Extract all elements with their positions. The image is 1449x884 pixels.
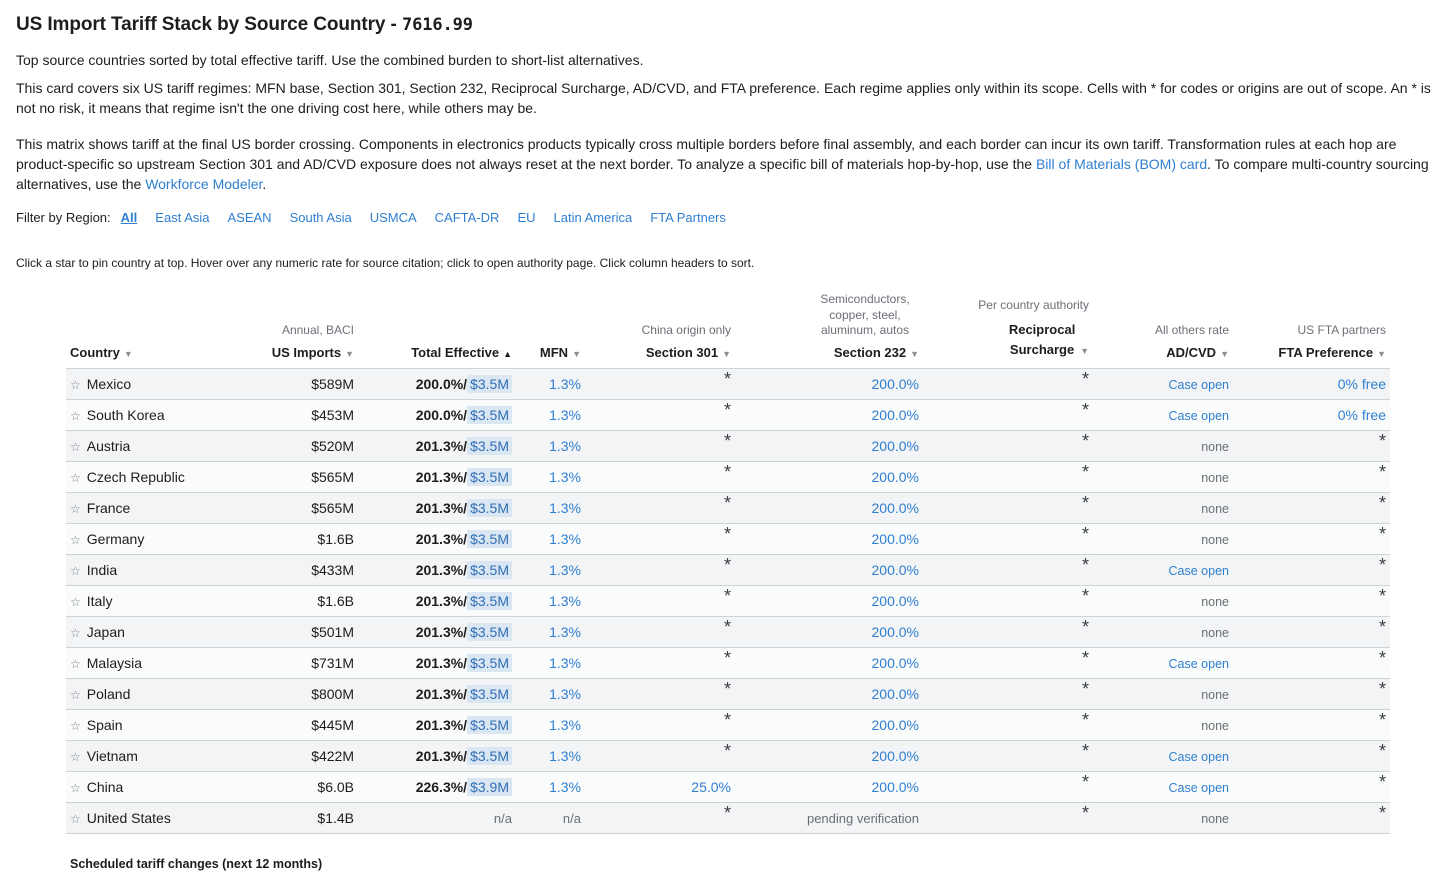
col-fta[interactable]: US FTA partners FTA Preference ▼: [1233, 292, 1390, 368]
table-row: [66, 368, 1390, 399]
scheduled-changes-heading: Scheduled tariff changes (next 12 months): [70, 857, 323, 871]
mfn-cell[interactable]: 1.3%: [516, 492, 585, 523]
filter-eu[interactable]: EU: [517, 210, 536, 225]
reciprocal-cell: *: [923, 647, 1093, 678]
s232-cell[interactable]: 200.0%: [735, 399, 923, 430]
s232-cell[interactable]: 200.0%: [735, 740, 923, 771]
imports-cell: $1.4B: [244, 802, 358, 833]
mfn-cell[interactable]: 1.3%: [516, 616, 585, 647]
col-section-232[interactable]: Semiconductors, copper, steel, aluminum, autos Section 232 ▼: [735, 292, 923, 368]
s301-cell: *: [585, 616, 735, 647]
country-name: Malaysia: [86, 654, 143, 671]
mfn-cell[interactable]: 1.3%: [516, 709, 585, 740]
total-effective-cell[interactable]: 201.3%/ $3.5M: [358, 430, 516, 461]
total-amount-chip: $3.5M: [467, 747, 512, 765]
pin-star-icon[interactable]: ☆: [70, 532, 81, 547]
usage-hint: Click a star to pin country at top. Hover over any numeric rate for source citation; click to open authority page. Click column headers to sort.: [16, 256, 755, 270]
total-effective-cell[interactable]: 201.3%/ $3.5M: [358, 585, 516, 616]
reciprocal-cell: *: [923, 430, 1093, 461]
total-amount-chip: $3.5M: [467, 468, 512, 486]
imports-cell: $1.6B: [244, 523, 358, 554]
s232-cell[interactable]: 200.0%: [735, 647, 923, 678]
pin-star-icon[interactable]: ☆: [70, 377, 81, 392]
s301-cell: *: [585, 461, 735, 492]
filter-latin-america[interactable]: Latin America: [553, 210, 633, 225]
regimes-note: This card covers six US tariff regimes: MFN base, Section 301, Section 232, Reciprocal Surcharge, AD/CVD, and FTA preference. Each regime applies only within its scope. Cells with * for codes or origins are out of scope. An * is not no risk, it means that regime isn't the one driving cost here, while others may be.: [16, 80, 1431, 116]
country-name: United States: [86, 809, 171, 826]
total-effective-cell[interactable]: 226.3%/ $3.9M: [358, 771, 516, 802]
total-amount-chip: $3.5M: [467, 499, 512, 517]
adcvd-cell[interactable]: [1093, 771, 1233, 802]
country-cell: [66, 399, 244, 430]
page-title: US Import Tariff Stack by Source Country - 7616.99: [16, 14, 473, 35]
country-cell: [66, 523, 244, 554]
table-row: [66, 554, 1390, 585]
country-name: Japan: [86, 623, 125, 640]
s232-cell[interactable]: 200.0%: [735, 585, 923, 616]
s232-cell[interactable]: 200.0%: [735, 678, 923, 709]
country-cell: [66, 616, 244, 647]
adcvd-cell: none: [1093, 430, 1233, 461]
intro-text: Top source countries sorted by total effective tariff. Use the combined burden to short-list alternatives.: [16, 52, 644, 68]
sort-arrow-icon: ▼: [910, 348, 919, 359]
country-cell: [66, 802, 244, 833]
adcvd-cell: none: [1093, 461, 1233, 492]
country-name: Vietnam: [86, 747, 138, 764]
sort-arrow-icon: ▼: [572, 348, 581, 359]
s232-cell[interactable]: 200.0%: [735, 368, 923, 399]
fta-cell: *: [1233, 740, 1390, 771]
s232-cell[interactable]: 200.0%: [735, 554, 923, 585]
imports-cell: $445M: [244, 709, 358, 740]
s301-cell[interactable]: 25.0%: [585, 771, 735, 802]
country-cell: [66, 709, 244, 740]
adcvd-cell: none: [1093, 678, 1233, 709]
adcvd-cell: none: [1093, 492, 1233, 523]
total-effective-cell[interactable]: 201.3%/ $3.5M: [358, 678, 516, 709]
pin-star-icon[interactable]: ☆: [70, 656, 81, 671]
pin-star-icon[interactable]: ☆: [70, 811, 81, 826]
country-cell: [66, 461, 244, 492]
filter-all[interactable]: All: [120, 210, 138, 225]
filter-fta-partners[interactable]: FTA Partners: [650, 210, 726, 225]
imports-cell: $565M: [244, 461, 358, 492]
fta-cell: *: [1233, 802, 1390, 833]
reciprocal-cell: *: [923, 368, 1093, 399]
s232-cell[interactable]: 200.0%: [735, 709, 923, 740]
s232-cell[interactable]: 200.0%: [735, 616, 923, 647]
s301-cell: *: [585, 523, 735, 554]
region-filter-label: Filter by Region:: [16, 210, 111, 225]
table-row: [66, 616, 1390, 647]
mfn-cell[interactable]: 1.3%: [516, 399, 585, 430]
total-effective-cell[interactable]: 201.3%/ $3.5M: [358, 554, 516, 585]
mfn-cell[interactable]: 1.3%: [516, 523, 585, 554]
country-cell: [66, 678, 244, 709]
imports-cell: $1.6B: [244, 585, 358, 616]
imports-cell: $453M: [244, 399, 358, 430]
fta-cell[interactable]: 0% free: [1233, 368, 1390, 399]
reciprocal-cell: *: [923, 523, 1093, 554]
country-name: Italy: [86, 592, 113, 609]
total-effective-cell[interactable]: 201.3%/ $3.5M: [358, 647, 516, 678]
country-name: Germany: [86, 530, 145, 547]
adcvd-cell[interactable]: [1093, 554, 1233, 585]
fta-cell: *: [1233, 616, 1390, 647]
col-imports[interactable]: Annual, BACI US Imports ▼: [244, 292, 358, 368]
country-name: Austria: [86, 437, 131, 454]
total-amount-chip: $3.5M: [467, 716, 512, 734]
fta-cell: *: [1233, 678, 1390, 709]
table-row: [66, 678, 1390, 709]
country-name: Mexico: [86, 375, 132, 392]
adcvd-cell[interactable]: [1093, 647, 1233, 678]
table-row: [66, 802, 1390, 833]
s301-cell: *: [585, 740, 735, 771]
reciprocal-cell: *: [923, 709, 1093, 740]
pin-star-icon[interactable]: ☆: [70, 687, 81, 702]
pin-star-icon[interactable]: ☆: [70, 749, 81, 764]
imports-cell: $800M: [244, 678, 358, 709]
adcvd-cell[interactable]: [1093, 740, 1233, 771]
adcvd-case-link: Case open: [1168, 563, 1229, 578]
s301-cell: *: [585, 430, 735, 461]
country-name: Czech Republic: [86, 468, 185, 485]
adcvd-cell: none: [1093, 709, 1233, 740]
total-amount-chip: $3.5M: [467, 654, 512, 672]
s301-cell: *: [585, 709, 735, 740]
filter-asean[interactable]: ASEAN: [227, 210, 272, 225]
col-mfn[interactable]: MFN ▼: [516, 292, 585, 368]
mfn-cell: n/a: [516, 802, 585, 833]
adcvd-cell[interactable]: [1093, 399, 1233, 430]
filter-east-asia[interactable]: East Asia: [155, 210, 210, 225]
total-effective-cell[interactable]: 201.3%/ $3.5M: [358, 709, 516, 740]
fta-cell: *: [1233, 430, 1390, 461]
country-cell: [66, 368, 244, 399]
pin-star-icon[interactable]: ☆: [70, 780, 81, 795]
filter-south-asia[interactable]: South Asia: [289, 210, 352, 225]
imports-cell: $433M: [244, 554, 358, 585]
fta-cell: *: [1233, 709, 1390, 740]
pin-star-icon[interactable]: ☆: [70, 594, 81, 609]
table-row: [66, 647, 1390, 678]
total-effective-cell[interactable]: 201.3%/ $3.5M: [358, 492, 516, 523]
pin-star-icon[interactable]: ☆: [70, 470, 81, 485]
country-cell: [66, 585, 244, 616]
table-row: [66, 399, 1390, 430]
total-amount-chip: $3.5M: [467, 592, 512, 610]
total-effective-cell: n/a: [358, 802, 516, 833]
reciprocal-cell: *: [923, 740, 1093, 771]
hs-code: 7616.99: [401, 15, 473, 35]
adcvd-cell: none: [1093, 616, 1233, 647]
reciprocal-cell: *: [923, 802, 1093, 833]
imports-cell: $422M: [244, 740, 358, 771]
col-section-301[interactable]: China origin only Section 301 ▼: [585, 292, 735, 368]
total-amount-chip: $3.5M: [467, 561, 512, 579]
fta-cell: *: [1233, 523, 1390, 554]
s232-cell[interactable]: 200.0%: [735, 771, 923, 802]
table-row: [66, 740, 1390, 771]
s232-cell[interactable]: 200.0%: [735, 430, 923, 461]
total-effective-cell[interactable]: 200.0%/ $3.5M: [358, 368, 516, 399]
adcvd-cell: none: [1093, 802, 1233, 833]
fta-cell: *: [1233, 492, 1390, 523]
adcvd-case-link: Case open: [1168, 749, 1229, 764]
s301-cell: *: [585, 368, 735, 399]
table-row: [66, 585, 1390, 616]
table-row: [66, 461, 1390, 492]
mfn-cell[interactable]: 1.3%: [516, 740, 585, 771]
imports-cell: $731M: [244, 647, 358, 678]
sort-arrow-icon: ▼: [123, 348, 133, 359]
table-row: [66, 430, 1390, 461]
filter-cafta-dr[interactable]: CAFTA-DR: [434, 210, 500, 225]
bom-card-link[interactable]: Bill of Materials (BOM) card: [1035, 156, 1208, 172]
filter-usmca[interactable]: USMCA: [369, 210, 417, 225]
s301-cell: *: [585, 802, 735, 833]
fta-cell: *: [1233, 554, 1390, 585]
s301-cell: *: [585, 585, 735, 616]
s232-cell[interactable]: 200.0%: [735, 492, 923, 523]
country-name: Poland: [86, 685, 131, 702]
imports-cell: $589M: [244, 368, 358, 399]
table-row: [66, 523, 1390, 554]
country-name: China: [86, 778, 124, 795]
mfn-cell[interactable]: 1.3%: [516, 771, 585, 802]
sort-arrow-icon: ▼: [345, 348, 354, 359]
fta-cell: *: [1233, 461, 1390, 492]
pin-star-icon[interactable]: ☆: [70, 408, 81, 423]
sort-arrow-icon: ▼: [722, 348, 731, 359]
s232-cell: pending verification: [735, 802, 923, 833]
adcvd-case-link: Case open: [1168, 408, 1229, 423]
table-row: [66, 771, 1390, 802]
table-row: [66, 709, 1390, 740]
total-amount-chip: $3.9M: [467, 778, 512, 796]
total-effective-cell[interactable]: 201.3%/ $3.5M: [358, 616, 516, 647]
total-amount-chip: $3.5M: [467, 437, 512, 455]
fta-cell: *: [1233, 771, 1390, 802]
mfn-cell[interactable]: 1.3%: [516, 585, 585, 616]
sort-arrow-icon: ▲: [503, 348, 512, 359]
matrix-note: This matrix shows tariff at the final US border crossing. Components in electronics products typically cross multiple borders before final assembly, and each border can incur its own tariff. Transformation rules at each hop are product-specific so upstream Section 301 and AD/CVD exposure does not always reset at the next border. To analyze a specific bill of materials hop-by-hop, use the Bill of Materials (BOM) card. To compare multi-country sourcing alternatives, use the Workforce Modeler.: [16, 136, 1429, 192]
s301-cell: *: [585, 554, 735, 585]
country-cell: [66, 740, 244, 771]
imports-cell: $565M: [244, 492, 358, 523]
pin-star-icon[interactable]: ☆: [70, 439, 81, 454]
fta-cell: *: [1233, 585, 1390, 616]
total-amount-chip: $3.5M: [467, 406, 512, 424]
total-amount-chip: $3.5M: [467, 375, 512, 393]
col-adcvd[interactable]: All others rate AD/CVD ▼: [1093, 292, 1233, 368]
s301-cell: *: [585, 399, 735, 430]
imports-cell: $6.0B: [244, 771, 358, 802]
fta-cell: *: [1233, 647, 1390, 678]
mfn-cell[interactable]: 1.3%: [516, 554, 585, 585]
country-cell: [66, 492, 244, 523]
imports-cell: $520M: [244, 430, 358, 461]
reciprocal-cell: *: [923, 585, 1093, 616]
col-reciprocal[interactable]: Per country authority Reciprocal Surcharge ▼: [923, 292, 1093, 368]
country-cell: [66, 647, 244, 678]
col-country[interactable]: Country ▼: [66, 292, 244, 368]
pin-star-icon[interactable]: ☆: [70, 501, 81, 516]
s301-cell: *: [585, 492, 735, 523]
total-effective-cell[interactable]: 201.3%/ $3.5M: [358, 461, 516, 492]
reciprocal-cell: *: [923, 492, 1093, 523]
adcvd-case-link: Case open: [1168, 656, 1229, 671]
pin-star-icon[interactable]: ☆: [70, 718, 81, 733]
reciprocal-cell: *: [923, 461, 1093, 492]
s232-cell[interactable]: 200.0%: [735, 461, 923, 492]
pin-star-icon[interactable]: ☆: [70, 563, 81, 578]
mfn-cell[interactable]: 1.3%: [516, 678, 585, 709]
country-cell: [66, 554, 244, 585]
country-name: South Korea: [86, 406, 165, 423]
country-cell: [66, 771, 244, 802]
reciprocal-cell: *: [923, 554, 1093, 585]
total-effective-cell[interactable]: 201.3%/ $3.5M: [358, 523, 516, 554]
workforce-modeler-link[interactable]: Workforce Modeler: [145, 176, 263, 192]
total-amount-chip: $3.5M: [467, 685, 512, 703]
country-cell: [66, 430, 244, 461]
adcvd-cell: none: [1093, 585, 1233, 616]
s232-cell[interactable]: 200.0%: [735, 523, 923, 554]
total-effective-cell[interactable]: 201.3%/ $3.5M: [358, 740, 516, 771]
mfn-cell[interactable]: 1.3%: [516, 368, 585, 399]
total-amount-chip: $3.5M: [467, 623, 512, 641]
fta-cell[interactable]: 0% free: [1233, 399, 1390, 430]
country-name: India: [86, 561, 118, 578]
reciprocal-cell: *: [923, 616, 1093, 647]
mfn-cell[interactable]: 1.3%: [516, 461, 585, 492]
total-amount-chip: $3.5M: [467, 530, 512, 548]
adcvd-cell: none: [1093, 523, 1233, 554]
sort-arrow-icon: ▼: [1377, 348, 1386, 359]
adcvd-case-link: Case open: [1168, 377, 1229, 392]
sort-arrow-icon: ▼: [1220, 348, 1229, 359]
total-effective-cell[interactable]: 200.0%/ $3.5M: [358, 399, 516, 430]
region-filter: [16, 210, 726, 225]
reciprocal-cell: *: [923, 771, 1093, 802]
col-total-effective[interactable]: Total Effective ▲: [358, 292, 516, 368]
adcvd-case-link: Case open: [1168, 780, 1229, 795]
tariff-table: [66, 292, 1390, 834]
sort-arrow-icon: ▼: [1080, 345, 1089, 356]
mfn-cell[interactable]: 1.3%: [516, 647, 585, 678]
country-name: Spain: [86, 716, 123, 733]
imports-cell: $501M: [244, 616, 358, 647]
s301-cell: *: [585, 647, 735, 678]
reciprocal-cell: *: [923, 678, 1093, 709]
adcvd-cell[interactable]: [1093, 368, 1233, 399]
mfn-cell[interactable]: 1.3%: [516, 430, 585, 461]
reciprocal-cell: *: [923, 399, 1093, 430]
country-name: France: [86, 499, 131, 516]
s301-cell: *: [585, 678, 735, 709]
pin-star-icon[interactable]: ☆: [70, 625, 81, 640]
table-row: [66, 492, 1390, 523]
